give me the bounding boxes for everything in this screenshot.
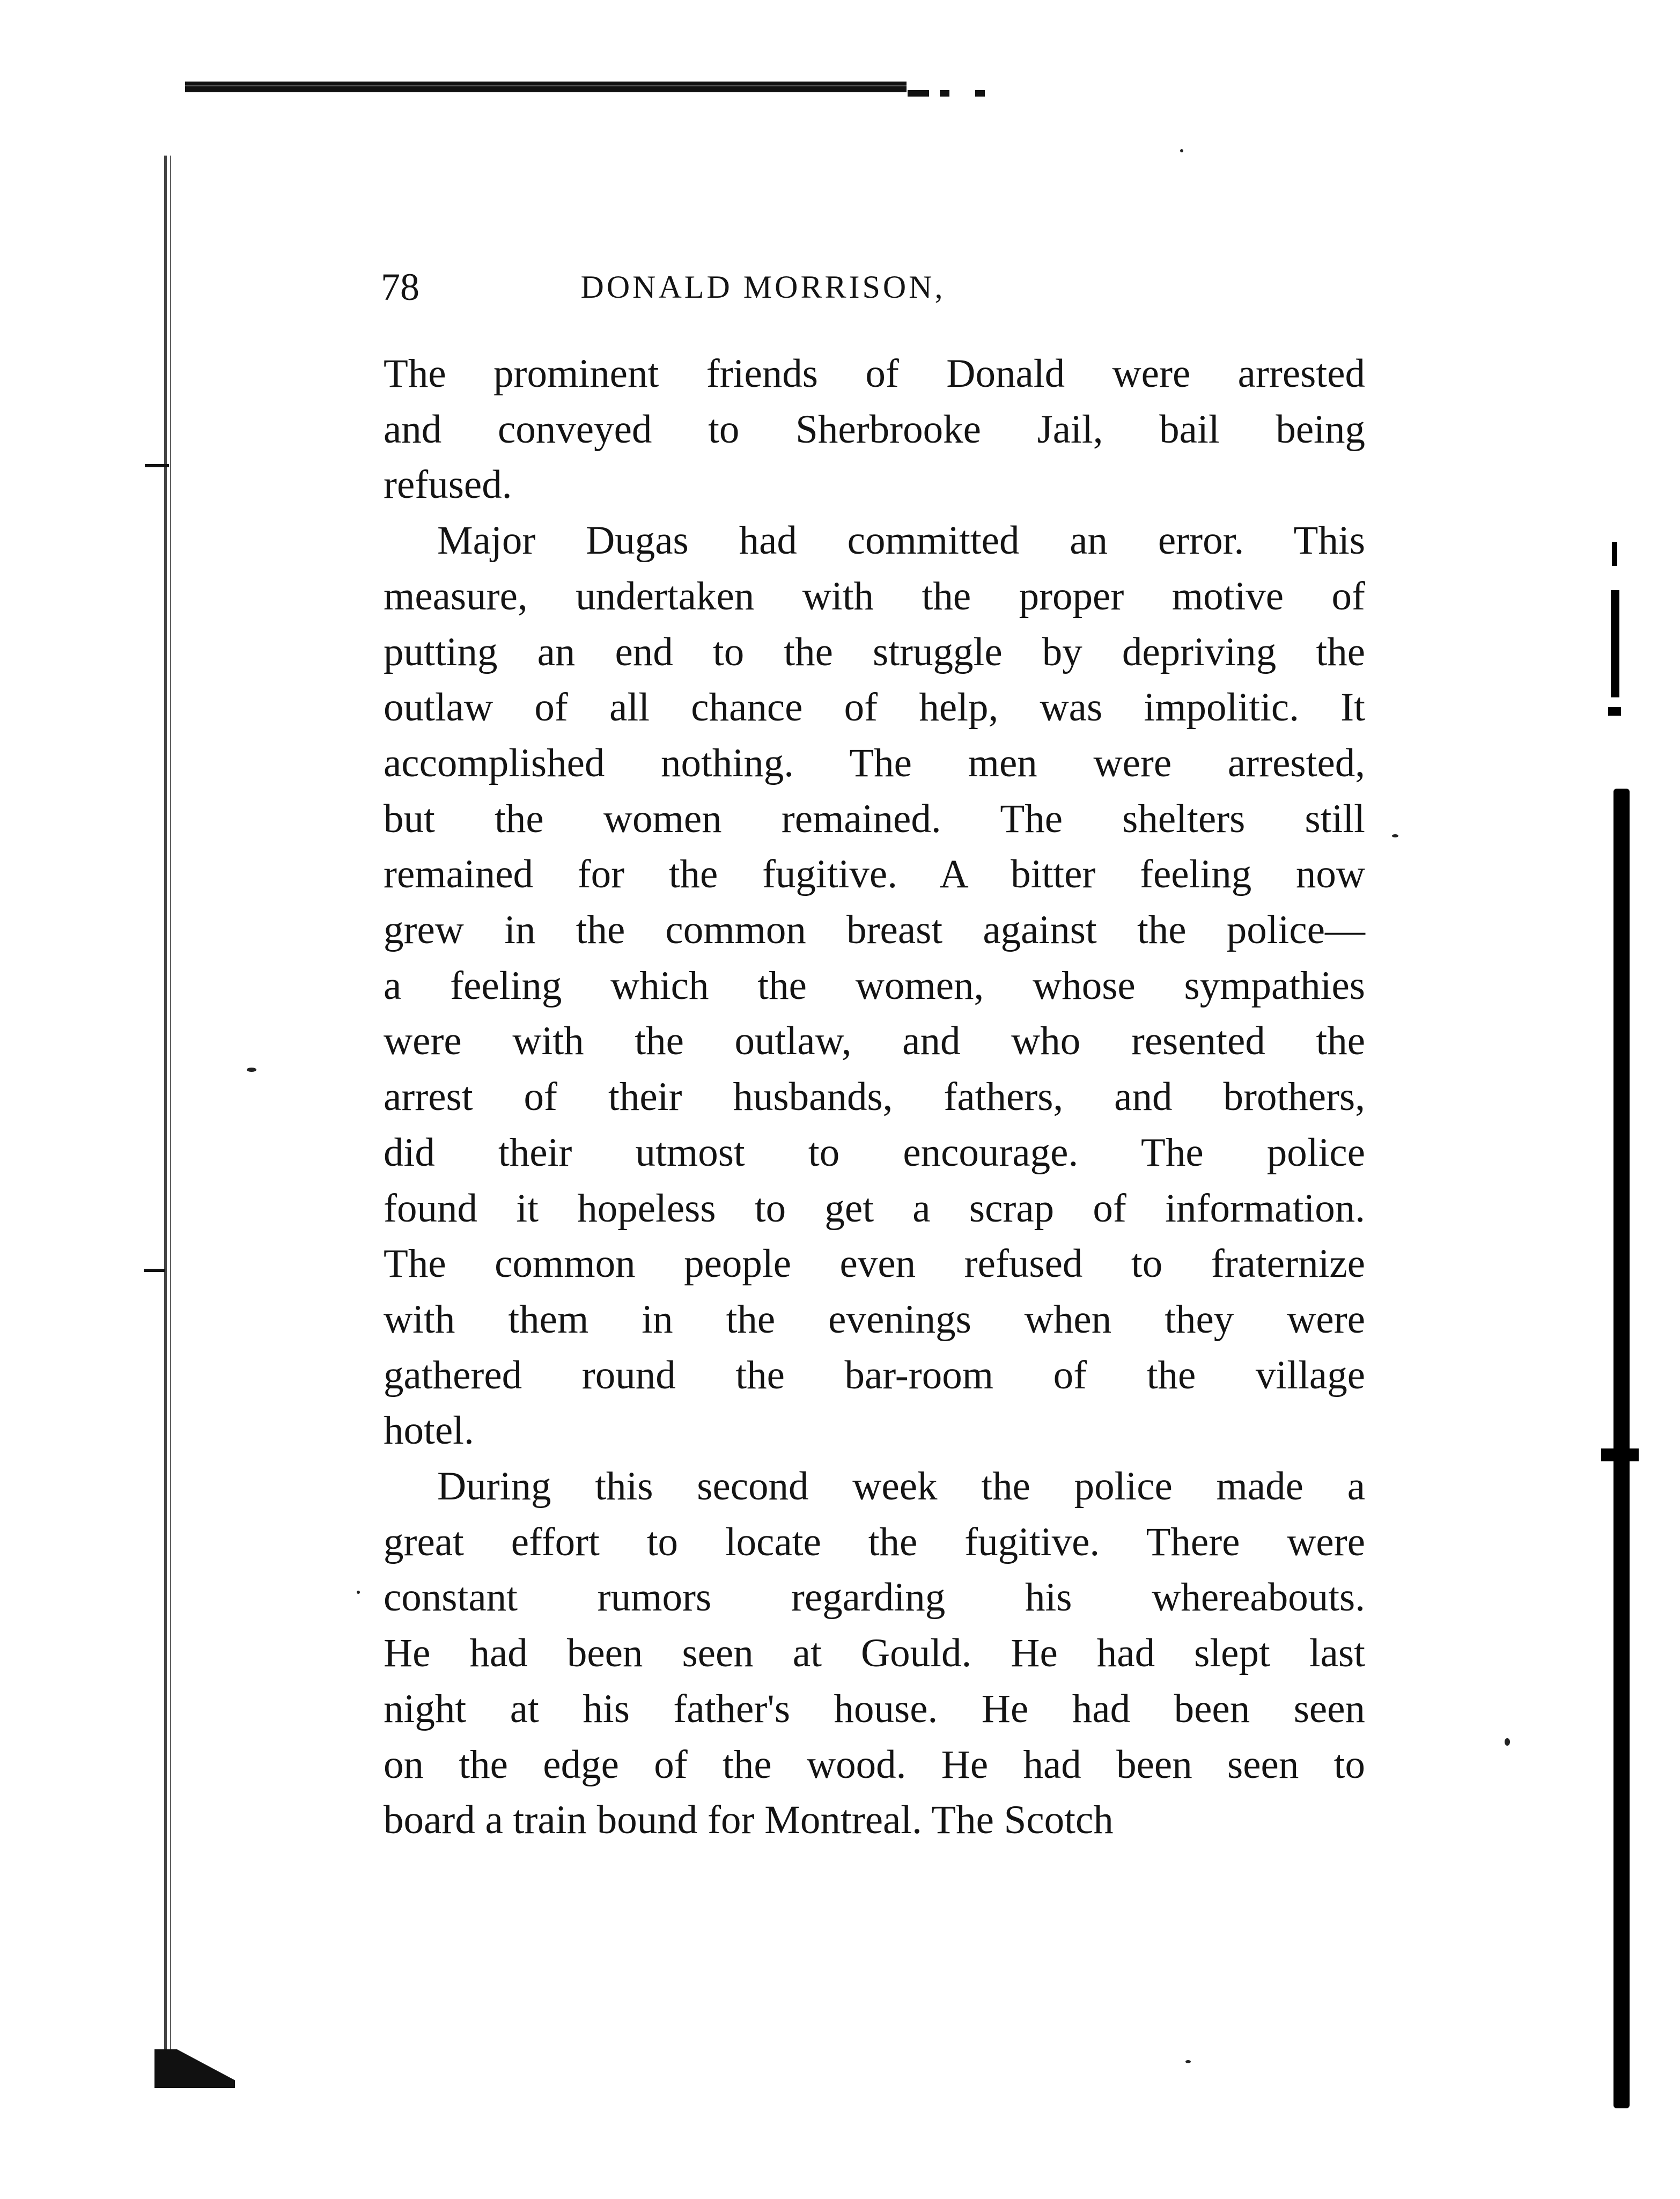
text-line: and conveyed to Sherbrooke Jail, bail being	[384, 407, 1365, 452]
text-line: remained for the fugitive. A bitter feeling now	[384, 852, 1365, 897]
scan-speck	[1505, 1738, 1510, 1746]
left-binding-tick	[144, 1269, 165, 1272]
text-line: During this second week the police made a	[437, 1464, 1365, 1509]
text-line: He had been seen at Gould. He had slept last	[384, 1631, 1365, 1676]
text-line: Major Dugas had committed an error. This	[437, 518, 1365, 563]
text-line: found it hopeless to get a scrap of information.	[384, 1186, 1365, 1231]
text-line: constant rumors regarding his whereabouts.	[384, 1575, 1365, 1620]
text-line: gathered round the bar-room of the village	[384, 1352, 1365, 1398]
paragraph	[384, 1459, 1365, 1848]
left-binding-tick	[145, 464, 169, 467]
text-line: night at his father's house. He had been seen	[384, 1686, 1365, 1731]
text-line: The prominent friends of Donald were arrested	[384, 351, 1365, 396]
text-line: were with the outlaw, and who resented the	[384, 1019, 1365, 1064]
text-line: measure, undertaken with the proper motive of	[384, 573, 1365, 619]
paragraph	[384, 346, 1365, 513]
scan-speck	[1180, 149, 1183, 152]
scan-speck	[357, 1591, 360, 1594]
text-line: a feeling which the women, whose sympathies	[384, 963, 1365, 1008]
top-rule-dash	[908, 90, 929, 97]
body-text	[384, 346, 1365, 1848]
text-line: hotel.	[384, 1408, 474, 1453]
text-line: great effort to locate the fugitive. There were	[384, 1519, 1365, 1564]
scan-speck	[1185, 2060, 1191, 2063]
text-line: grew in the common breast against the police—	[384, 908, 1365, 953]
text-line: refused.	[384, 462, 512, 508]
text-line: putting an end to the struggle by depriving the	[384, 629, 1365, 674]
right-edge-mark	[1612, 542, 1617, 566]
top-rule-dash	[940, 90, 949, 97]
text-line: accomplished nothing. The men were arrested,	[384, 740, 1365, 785]
right-edge-mark	[1608, 707, 1621, 716]
left-binding-shadow	[154, 2049, 235, 2088]
left-binding-edge	[161, 156, 176, 2076]
scan-speck	[247, 1068, 256, 1072]
text-line: The common people even refused to fraternize	[384, 1241, 1365, 1286]
text-line: did their utmost to encourage. The police	[384, 1130, 1365, 1175]
page-number: 78	[381, 266, 419, 308]
text-line: outlaw of all chance of help, was impolitic. It	[384, 685, 1365, 730]
top-rule	[185, 82, 907, 92]
page-header	[378, 263, 1073, 311]
top-rule-dash	[975, 90, 985, 97]
text-line: on the edge of the wood. He had been seen to	[384, 1742, 1365, 1787]
text-line: board a train bound for Montreal. The Scotch	[384, 1798, 1114, 1843]
right-edge-notch	[1601, 1448, 1639, 1461]
paragraph	[384, 513, 1365, 1459]
running-head: DONALD MORRISON,	[580, 269, 946, 305]
text-line: arrest of their husbands, fathers, and brothers,	[384, 1075, 1365, 1120]
text-line: but the women remained. The shelters still	[384, 796, 1365, 841]
right-edge-mark	[1611, 590, 1619, 697]
text-line: with them in the evenings when they were	[384, 1297, 1365, 1342]
scan-speck	[1392, 834, 1398, 837]
